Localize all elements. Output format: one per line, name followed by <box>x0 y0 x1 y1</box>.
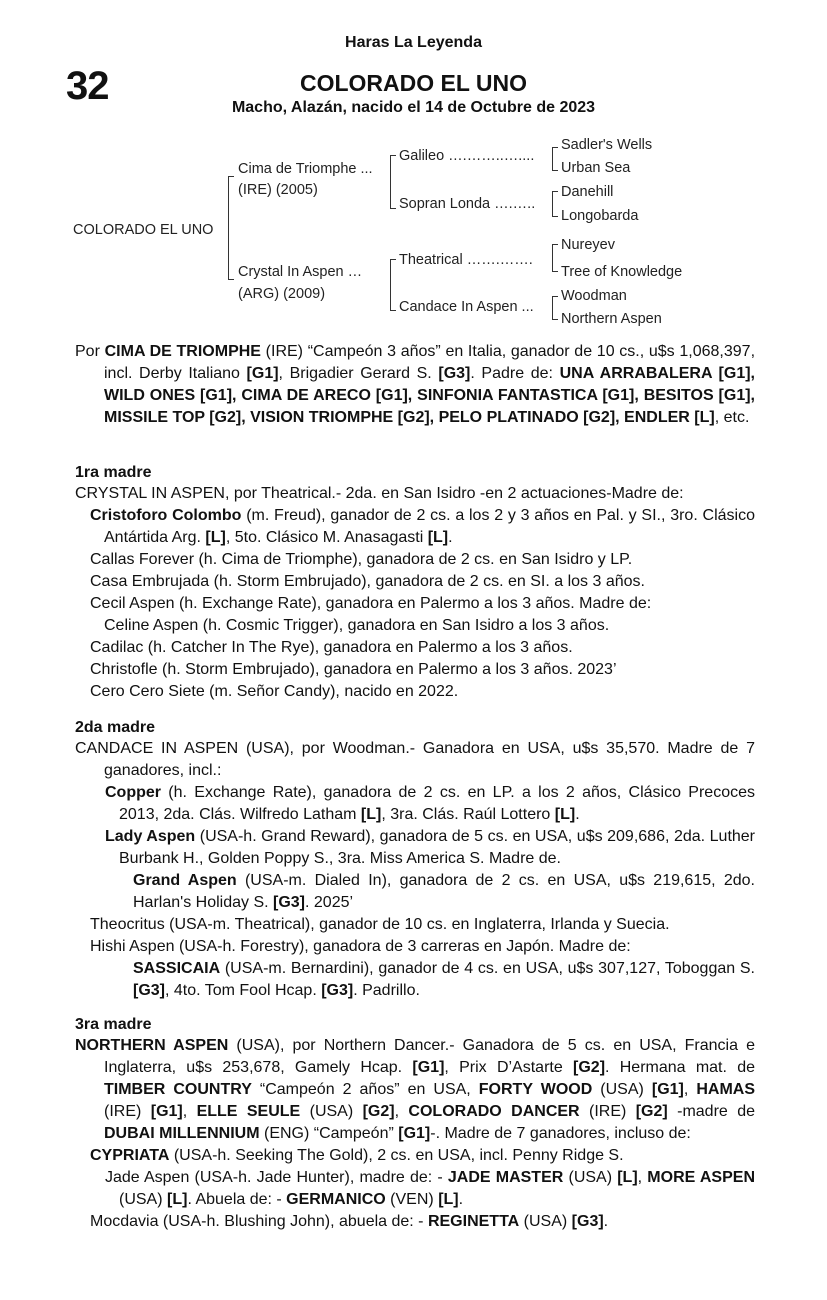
grade: [G1] <box>150 1103 183 1120</box>
section-heading: 2da madre <box>75 719 156 736</box>
text: , Brigadier Gerard S. <box>278 365 439 382</box>
produce-entry <box>90 1145 755 1167</box>
produce-entry <box>90 505 755 549</box>
relative-name: GERMANICO <box>286 1191 386 1208</box>
text: . <box>575 806 580 823</box>
text: (USA) <box>300 1103 363 1120</box>
horse-description: Macho, Alazán, nacido el 14 de Octubre de 2023 <box>231 99 596 116</box>
grade: [G2] <box>635 1103 668 1120</box>
produce-entry: Cadilac (h. Catcher In The Rye), ganadora en Palermo a los 3 años. <box>90 639 573 656</box>
produce-entry: Casa Embrujada (h. Storm Embrujado), ganadora de 2 cs. en SI. a los 3 años. <box>90 573 645 590</box>
text: (USA) <box>592 1081 652 1098</box>
text: , etc. <box>714 409 750 426</box>
relative-name: TIMBER COUNTRY <box>104 1081 252 1098</box>
pedigree-dss: Nureyev <box>561 237 615 253</box>
pedigree-dam-dam: Candace In Aspen ... <box>399 299 534 315</box>
sire-section <box>75 341 755 429</box>
pedigree-subject: COLORADO EL UNO <box>73 222 214 238</box>
text: . <box>603 1213 609 1230</box>
text: (IRE) “Campeón 3 años” en Italia, ganador de 10 cs., u$s 1,068,397, incl. Derby Italiano <box>104 343 756 382</box>
text: (ENG) “Campeón” <box>259 1125 399 1142</box>
text: -madre de <box>667 1103 755 1120</box>
text: , <box>637 1169 643 1186</box>
pedigree-ssd: Urban Sea <box>561 160 631 176</box>
pedigree-sire-origin: (IRE) (2005) <box>238 182 318 198</box>
text: (USA-m. Dialed In), ganadora de 2 cs. en USA, u$s 219,615, 2do. Harlan's Holiday S. <box>133 872 755 911</box>
produce-name: Lady Aspen <box>105 828 196 845</box>
text: (VEN) <box>385 1191 439 1208</box>
produce-entry <box>90 1167 755 1211</box>
produce-entry <box>90 826 755 870</box>
grade: [L] <box>360 806 382 823</box>
farm-name: Haras La Leyenda <box>345 34 482 51</box>
text: (USA) <box>519 1213 572 1230</box>
pedigree-sire: Cima de Triomphe ... <box>238 161 373 177</box>
text: , Prix D’Astarte <box>444 1059 574 1076</box>
produce-entry: Cecil Aspen (h. Exchange Rate), ganadora en Palermo a los 3 años. Madre de: <box>90 595 652 612</box>
produce-entry <box>104 958 755 1002</box>
text: (IRE) <box>579 1103 636 1120</box>
relative-name: ELLE SEULE <box>196 1103 301 1120</box>
pedigree-sss: Sadler's Wells <box>561 137 653 153</box>
pedigree-dam-sire: Theatrical …….……. <box>399 252 533 268</box>
third-dam-section <box>75 1014 755 1233</box>
produce-name: Cristoforo Colombo <box>90 507 242 524</box>
text: . Padre de: <box>470 365 560 382</box>
first-dam-section <box>75 462 755 703</box>
produce-entry <box>104 870 755 914</box>
text: (IRE) <box>104 1103 151 1120</box>
pedigree-sdd: Longobarda <box>561 208 639 224</box>
grade: [G2] <box>362 1103 395 1120</box>
relative-name: DUBAI MILLENNIUM <box>104 1125 260 1142</box>
relative-name: MORE ASPEN <box>647 1169 756 1186</box>
text: Por <box>75 343 105 360</box>
text: . <box>458 1191 464 1208</box>
text: Jade Aspen (USA-h. Jade Hunter), madre de: - <box>105 1169 448 1186</box>
grade: [G3] <box>133 982 165 999</box>
grade: [L] <box>205 529 226 546</box>
text: , 5to. Clásico M. Anasagasti <box>225 529 428 546</box>
text: (h. Exchange Rate), ganadora de 2 cs. en LP. a los 2 años, Clásico Precoces 2013, 2da. Clás. Wilfredo Latham <box>119 784 755 823</box>
pedigree-bracket <box>552 191 558 217</box>
text: , 4to. Tom Fool Hcap. <box>165 982 322 999</box>
pedigree-dds: Woodman <box>561 288 627 304</box>
sire-progeny: UNA ARRABALERA [G1], WILD ONES [G1], CIMA DE ARECO [G1], SINFONIA FANTASTICA [G1], BESITOS [G1], MISSILE TOP [G2], VISION TRIOMPHE [G2], PELO PLATINADO [G2], ENDLER [L] <box>104 365 756 426</box>
text: , <box>182 1103 197 1120</box>
grade: [G2] <box>573 1059 606 1076</box>
second-dam-section <box>75 717 755 1002</box>
produce-name: Grand Aspen <box>133 872 237 889</box>
grade: [L] <box>617 1169 638 1186</box>
produce-entry <box>90 1211 755 1233</box>
grade: [L] <box>167 1191 188 1208</box>
grade: [G1] <box>651 1081 684 1098</box>
grade: [G1] <box>398 1125 431 1142</box>
produce-entry: Theocritus (USA-m. Theatrical), ganador de 10 cs. en Inglaterra, Irlanda y Suecia. <box>90 916 670 933</box>
text: -. Madre de 7 ganadores, incluso de: <box>430 1125 691 1142</box>
text: , <box>683 1081 697 1098</box>
text: , 3ra. Clás. Raúl Lottero <box>381 806 555 823</box>
pedigree-sire-sire: Galileo ….……..….... <box>399 148 535 164</box>
produce-entry: Callas Forever (h. Cima de Triomphe), ganadora de 2 cs. en San Isidro y LP. <box>90 551 633 568</box>
grade: [G1] <box>412 1059 445 1076</box>
pedigree-ddd: Northern Aspen <box>561 311 662 327</box>
text: (USA-m. Bernardini), ganador de 4 cs. en USA, u$s 307,127, Toboggan S. <box>220 960 755 977</box>
text: . <box>448 529 453 546</box>
grade: [G3] <box>438 365 471 382</box>
produce-entry: Hishi Aspen (USA-h. Forestry), ganadora de 3 carreras en Japón. Madre de: <box>90 938 631 955</box>
text: . Abuela de: - <box>187 1191 287 1208</box>
relative-name: FORTY WOOD <box>478 1081 593 1098</box>
horse-name: COLORADO EL UNO <box>299 70 528 96</box>
text: , <box>394 1103 409 1120</box>
text: . 2025’ <box>305 894 354 911</box>
pedigree-bracket <box>228 176 234 280</box>
section-heading: 1ra madre <box>75 464 152 481</box>
pedigree-sire-dam: Sopran Londa ….….. <box>399 196 536 212</box>
text: (USA) <box>563 1169 618 1186</box>
text: “Campeón 2 años” en USA, <box>251 1081 479 1098</box>
pedigree-sds: Danehill <box>561 184 614 200</box>
dam-intro <box>75 1035 755 1145</box>
relative-name: JADE MASTER <box>447 1169 564 1186</box>
section-heading: 3ra madre <box>75 1016 152 1033</box>
pedigree-bracket <box>552 296 558 320</box>
produce-entry: Christofle (h. Storm Embrujado), ganadora en Palermo a los 3 años. 2023’ <box>90 661 617 678</box>
text: . Padrillo. <box>353 982 420 999</box>
pedigree-dam-origin: (ARG) (2009) <box>238 286 326 302</box>
produce-name: Copper <box>105 784 161 801</box>
dam-name: NORTHERN ASPEN <box>75 1037 229 1054</box>
grade: [G3] <box>321 982 354 999</box>
sire-name: CIMA DE TRIOMPHE <box>104 343 261 360</box>
sire-paragraph <box>75 341 755 429</box>
relative-name: COLORADO DANCER <box>408 1103 580 1120</box>
grade: [L] <box>438 1191 459 1208</box>
produce-entry <box>90 782 755 826</box>
text: (m. Freud), ganador de 2 cs. a los 2 y 3 años en Pal. y SI., 3ro. Clásico Antártida Arg. <box>104 507 756 546</box>
pedigree-dam: Crystal In Aspen … <box>238 264 363 280</box>
relative-name: HAMAS <box>696 1081 756 1098</box>
produce-entry: Celine Aspen (h. Cosmic Trigger), ganadora en San Isidro a los 3 años. <box>104 617 610 634</box>
dam-intro: CANDACE IN ASPEN (USA), por Woodman.- Ganadora en USA, u$s 35,570. Madre de 7 ganadores, incl.: <box>75 740 755 779</box>
grade: [G3] <box>273 894 305 911</box>
relative-name: REGINETTA <box>427 1213 520 1230</box>
pedigree-bracket <box>552 244 558 272</box>
pedigree-dsd: Tree of Knowledge <box>561 264 683 280</box>
grade: [G3] <box>571 1213 604 1230</box>
grade: [L] <box>427 529 449 546</box>
produce-name: SASSICAIA <box>133 960 221 977</box>
text: Mocdavia (USA-h. Blushing John), abuela de: - <box>90 1213 428 1230</box>
text: (USA) <box>119 1191 167 1208</box>
produce-name: CYPRIATA <box>90 1147 170 1164</box>
pedigree-bracket <box>390 155 396 209</box>
grade: [G1] <box>246 365 279 382</box>
dam-intro: CRYSTAL IN ASPEN, por Theatrical.- 2da. en San Isidro -en 2 actuaciones-Madre de: <box>75 485 684 502</box>
text: (USA), por Northern Dancer.- Ganadora de 5 cs. en USA, Francia e Inglaterra, u$s 253,678, Gamely Hcap. <box>104 1037 755 1076</box>
pedigree-bracket <box>552 147 558 171</box>
text: (USA-h. Grand Reward), ganadora de 5 cs. en USA, u$s 209,686, 2da. Luther Burbank H., Golden Poppy S., 3ra. Miss America S. Madre de. <box>119 828 756 867</box>
produce-entry: Cero Cero Siete (m. Señor Candy), nacido en 2022. <box>90 683 459 700</box>
pedigree-bracket <box>390 259 396 311</box>
grade: [L] <box>554 806 576 823</box>
text: (USA-h. Seeking The Gold), 2 cs. en USA, incl. Penny Ridge S. <box>169 1147 624 1164</box>
text: . Hermana mat. de <box>605 1059 756 1076</box>
lot-number: 32 <box>66 64 109 108</box>
